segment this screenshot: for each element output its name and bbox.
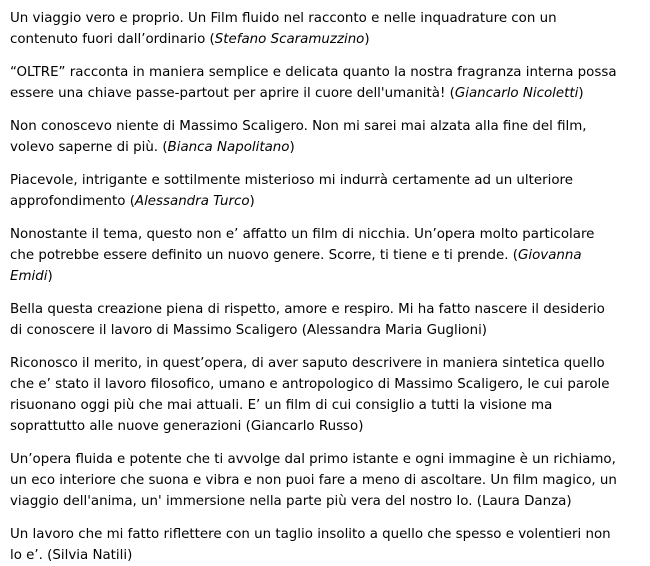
testimonial-author: Giancarlo Nicoletti (454, 86, 579, 101)
testimonial-text: Piacevole, intrigante e sottilmente misterioso mi indurrà certamente ad un ulteriore approfondimento ( (10, 173, 573, 209)
testimonial-close: ) (364, 32, 370, 47)
testimonial-close: ) (47, 269, 53, 284)
testimonial-close: ) (249, 194, 255, 209)
testimonial-text: Bella questa creazione piena di rispetto, amore e respiro. Mi ha fatto nascere il desiderio di conoscere il lavoro di Massimo Scaligero (Alessandra Maria Guglioni) (10, 302, 605, 338)
testimonial-text: Non conoscevo niente di Massimo Scaligero. Non mi sarei mai alzata alla fine del film, volevo saperne di più. ( (10, 119, 587, 155)
testimonial-author: Bianca Napolitano (167, 140, 290, 155)
testimonial-text: Un viaggio vero e proprio. Un Film fluido nel racconto e nelle inquadrature con un contenuto fuori dall’ordinario ( (10, 11, 557, 47)
testimonial (10, 62, 620, 104)
testimonial (10, 8, 620, 50)
testimonial (10, 449, 620, 512)
testimonial (10, 224, 620, 287)
testimonial (10, 524, 620, 566)
testimonial-text: Riconosco il merito, in quest’opera, di aver saputo descrivere in maniera sintetica quello che e’ stato il lavoro filosofico, umano e antropologico di Massimo Scaligero, le cui parole risuonano oggi più che mai attuali. E’ un film di cui consiglio a tutti la visione ma soprattutto alle nuove generazioni (Giancarlo Russo) (10, 356, 610, 434)
testimonial-text: “OLTRE” racconta in maniera semplice e delicata quanto la nostra fragranza interna possa essere una chiave passe-partout per aprire il cuore dell'umanità! ( (10, 65, 617, 101)
testimonial-author: Alessandra Turco (134, 194, 250, 209)
testimonial (10, 299, 620, 341)
testimonial-text: Un lavoro che mi fatto riflettere con un taglio insolito a quello che spesso e volentieri non lo e’. (Silvia Natili) (10, 527, 611, 563)
testimonial (10, 353, 620, 437)
testimonial-text: Un’opera fluida e potente che ti avvolge dal primo istante e ogni immagine è un richiamo, un eco interiore che suona e vibra e non puoi fare a meno di ascoltare. Un film magico, un viaggio dell'anima, un' immersione nella parte più vera del nostro Io. (Laura Danza) (10, 452, 617, 509)
testimonial-author: Giovanna Emidi (10, 248, 582, 284)
testimonial (10, 116, 620, 158)
testimonial (10, 170, 620, 212)
testimonial-text: Nonostante il tema, questo non e’ affatto un film di nicchia. Un’opera molto particolare che potrebbe essere definito un nuovo genere. Scorre, ti tiene e ti prende. ( (10, 227, 595, 263)
testimonial-close: ) (578, 86, 584, 101)
testimonial-close: ) (289, 140, 295, 155)
testimonial-author: Stefano Scaramuzzino (214, 32, 365, 47)
